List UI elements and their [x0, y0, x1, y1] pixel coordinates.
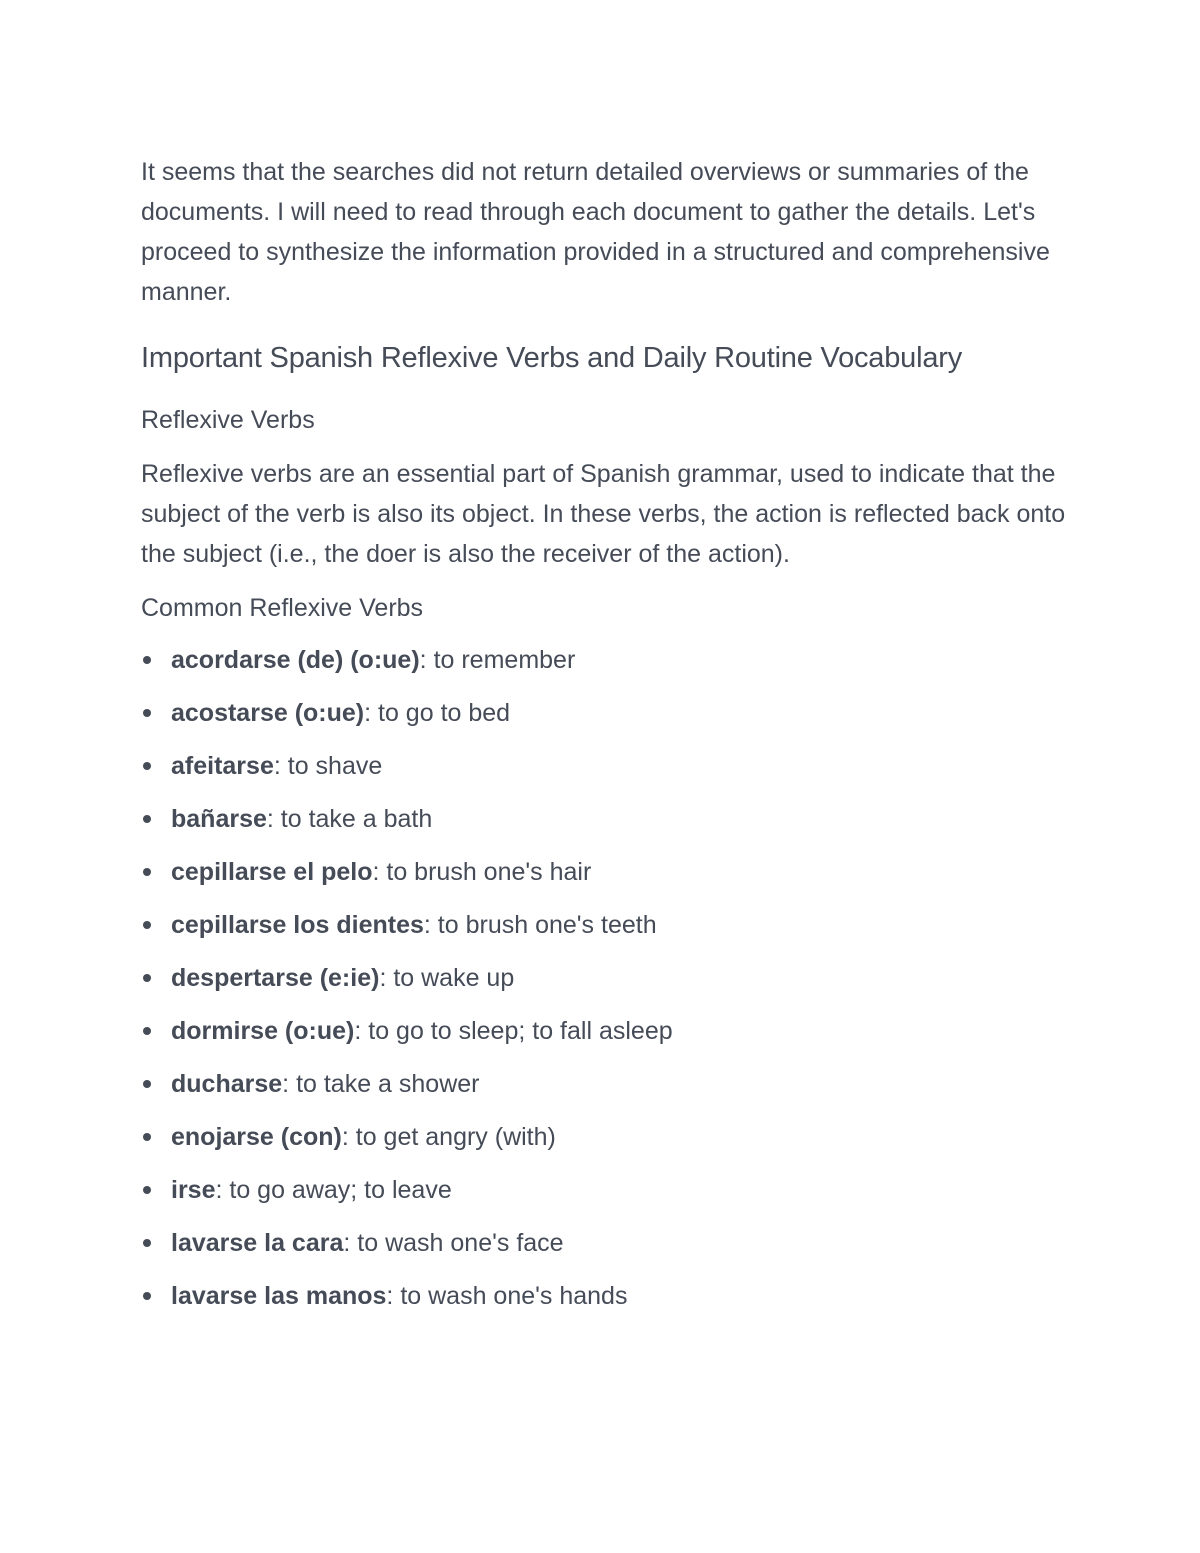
verb-term: despertarse (e:ie) [171, 964, 380, 992]
verb-term: irse [171, 1176, 216, 1204]
bullet-icon [143, 709, 151, 717]
bullet-icon [143, 921, 151, 929]
verb-term: enojarse (con) [171, 1123, 342, 1151]
list-item [141, 640, 1071, 680]
verb-definition: : to go to sleep; to fall asleep [354, 1017, 673, 1045]
verb-term: lavarse la cara [171, 1229, 344, 1257]
bullet-icon [143, 1239, 151, 1247]
list-item [141, 1117, 1071, 1157]
verb-definition: : to shave [273, 752, 383, 780]
verb-definition: : to brush one's teeth [423, 911, 657, 939]
verb-term: acordarse (de) (o:ue) [171, 646, 420, 674]
list-item [141, 1223, 1071, 1263]
list-item [141, 852, 1071, 892]
list-item [141, 1170, 1071, 1210]
verb-definition: : to take a shower [282, 1070, 480, 1098]
intro-paragraph: It seems that the searches did not return detailed overviews or summaries of the documents. I will need to read through each document to gather the details. Let's proceed to synthesize the information provided in a structured and comprehensive manner. [141, 158, 1050, 306]
list-item [141, 746, 1071, 786]
list-item [141, 958, 1071, 998]
verb-definition: : to wash one's face [343, 1229, 564, 1257]
verb-definition: : to go to bed [364, 699, 511, 727]
verb-term: lavarse las manos [171, 1282, 387, 1310]
bullet-icon [143, 1027, 151, 1035]
verb-definition: : to go away; to leave [215, 1176, 452, 1204]
section-heading: Reflexive Verbs [141, 406, 315, 434]
verb-term: afeitarse [171, 752, 274, 780]
verb-definition: : to wash one's hands [386, 1282, 628, 1310]
verb-definition: : to brush one's hair [372, 858, 592, 886]
bullet-icon [143, 1080, 151, 1088]
verb-term: cepillarse los dientes [171, 911, 424, 939]
bullet-icon [143, 1133, 151, 1141]
verb-list [141, 640, 1071, 1316]
list-item [141, 693, 1071, 733]
bullet-icon [143, 656, 151, 664]
verb-term: ducharse [171, 1070, 283, 1098]
bullet-icon [143, 762, 151, 770]
bullet-icon [143, 815, 151, 823]
verb-term: cepillarse el pelo [171, 858, 373, 886]
list-item [141, 1064, 1071, 1104]
document-page [141, 152, 1071, 1329]
bullet-icon [143, 1186, 151, 1194]
section-body: Reflexive verbs are an essential part of Spanish grammar, used to indicate that the subject of the verb is also its object. In these verbs, the action is reflected back onto the subject (i.e., the doer is also the receiver of the action). [141, 460, 1066, 568]
list-item [141, 905, 1071, 945]
list-item [141, 799, 1071, 839]
verb-term: acostarse (o:ue) [171, 699, 365, 727]
bullet-icon [143, 1292, 151, 1300]
verb-term: bañarse [171, 805, 267, 833]
verb-definition: : to get angry (with) [341, 1123, 556, 1151]
verb-definition: : to wake up [379, 964, 515, 992]
list-heading: Common Reflexive Verbs [141, 594, 424, 622]
list-item [141, 1276, 1071, 1316]
verb-definition: : to take a bath [266, 805, 433, 833]
verb-term: dormirse (o:ue) [171, 1017, 355, 1045]
main-heading: Important Spanish Reflexive Verbs and Daily Routine Vocabulary [141, 342, 963, 374]
verb-definition: : to remember [419, 646, 576, 674]
list-item [141, 1011, 1071, 1051]
bullet-icon [143, 868, 151, 876]
bullet-icon [143, 974, 151, 982]
